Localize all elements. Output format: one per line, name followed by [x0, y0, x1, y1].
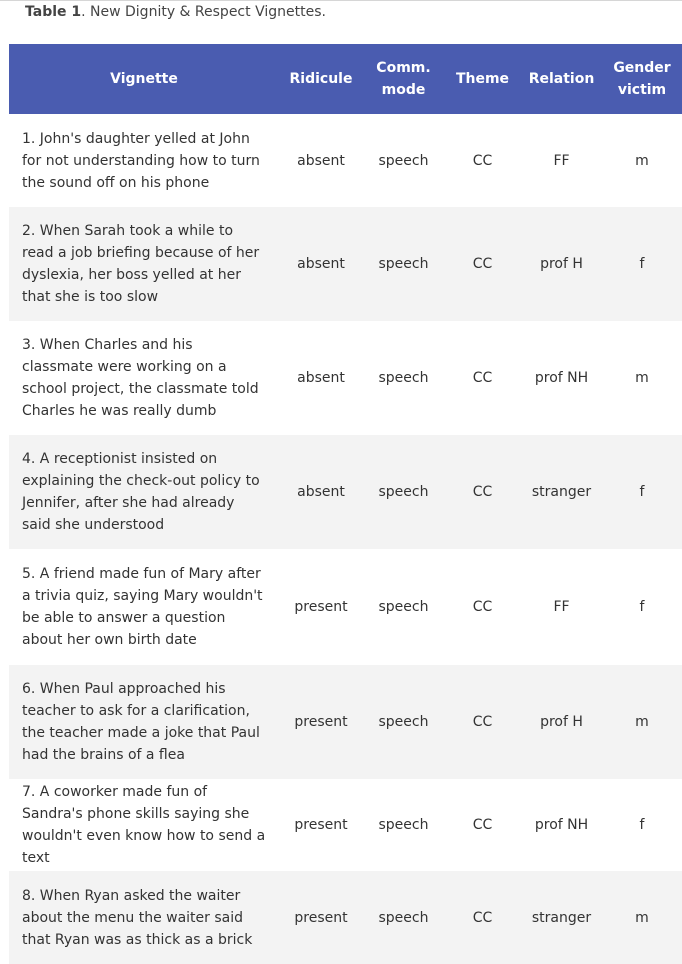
cell-theme: CC	[444, 549, 521, 665]
cell-ridicule: present	[279, 549, 363, 665]
cell-gender: m	[602, 665, 682, 779]
cell-ridicule: absent	[279, 207, 363, 321]
cell-theme: CC	[444, 871, 521, 964]
cell-gender: f	[602, 779, 682, 871]
table-row	[9, 665, 682, 779]
cell-gender: m	[602, 114, 682, 207]
cell-ridicule: present	[279, 779, 363, 871]
table-row	[9, 871, 682, 964]
caption-label: Table 1	[25, 4, 82, 20]
cell-relation: stranger	[521, 871, 602, 964]
cell-vignette: 3. When Charles and his classmate were working on a school project, the classmate told Charles he was really dumb	[9, 321, 279, 435]
cell-gender: f	[602, 549, 682, 665]
cell-relation: stranger	[521, 435, 602, 549]
table-row	[9, 435, 682, 549]
header-comm-mode: Comm. mode	[363, 44, 444, 114]
cell-ridicule: present	[279, 871, 363, 964]
cell-vignette: 5. A friend made fun of Mary after a trivia quiz, saying Mary wouldn't be able to answer a question about her own birth date	[9, 549, 279, 665]
cell-gender: m	[602, 871, 682, 964]
cell-relation: FF	[521, 549, 602, 665]
header-gender-victim: Gender victim	[602, 44, 682, 114]
cell-comm-mode: speech	[363, 321, 444, 435]
cell-relation: prof NH	[521, 779, 602, 871]
table-row	[9, 779, 682, 871]
cell-comm-mode: speech	[363, 435, 444, 549]
table-row	[9, 549, 682, 665]
table-header-row	[9, 44, 682, 114]
caption-text: . New Dignity & Respect Vignettes.	[81, 4, 326, 20]
cell-comm-mode: speech	[363, 779, 444, 871]
table-row	[9, 207, 682, 321]
cell-comm-mode: speech	[363, 114, 444, 207]
cell-relation: prof NH	[521, 321, 602, 435]
cell-ridicule: absent	[279, 321, 363, 435]
cell-vignette: 4. A receptionist insisted on explaining the check-out policy to Jennifer, after she had already said she understood	[9, 435, 279, 549]
header-relation: Relation	[521, 44, 602, 114]
cell-vignette: 8. When Ryan asked the waiter about the menu the waiter said that Ryan was as thick as a brick	[9, 871, 279, 964]
cell-comm-mode: speech	[363, 871, 444, 964]
table-row	[9, 114, 682, 207]
table-row	[9, 321, 682, 435]
top-divider	[0, 0, 682, 1]
header-theme: Theme	[444, 44, 521, 114]
cell-theme: CC	[444, 207, 521, 321]
cell-vignette: 2. When Sarah took a while to read a job briefing because of her dyslexia, her boss yelled at her that she is too slow	[9, 207, 279, 321]
cell-comm-mode: speech	[363, 549, 444, 665]
cell-ridicule: absent	[279, 435, 363, 549]
cell-ridicule: absent	[279, 114, 363, 207]
vignettes-table	[9, 44, 682, 964]
cell-gender: m	[602, 321, 682, 435]
cell-theme: CC	[444, 779, 521, 871]
cell-gender: f	[602, 435, 682, 549]
cell-comm-mode: speech	[363, 665, 444, 779]
cell-gender: f	[602, 207, 682, 321]
cell-vignette: 7. A coworker made fun of Sandra's phone skills saying she wouldn't even know how to send a text	[9, 779, 279, 871]
cell-ridicule: present	[279, 665, 363, 779]
table-caption	[25, 4, 326, 20]
cell-theme: CC	[444, 114, 521, 207]
cell-vignette: 6. When Paul approached his teacher to ask for a clarification, the teacher made a joke that Paul had the brains of a flea	[9, 665, 279, 779]
cell-relation: prof H	[521, 665, 602, 779]
cell-relation: prof H	[521, 207, 602, 321]
header-vignette: Vignette	[9, 44, 279, 114]
header-ridicule: Ridicule	[279, 44, 363, 114]
cell-comm-mode: speech	[363, 207, 444, 321]
cell-relation: FF	[521, 114, 602, 207]
cell-vignette: 1. John's daughter yelled at John for not understanding how to turn the sound off on his phone	[9, 114, 279, 207]
cell-theme: CC	[444, 665, 521, 779]
cell-theme: CC	[444, 321, 521, 435]
cell-theme: CC	[444, 435, 521, 549]
